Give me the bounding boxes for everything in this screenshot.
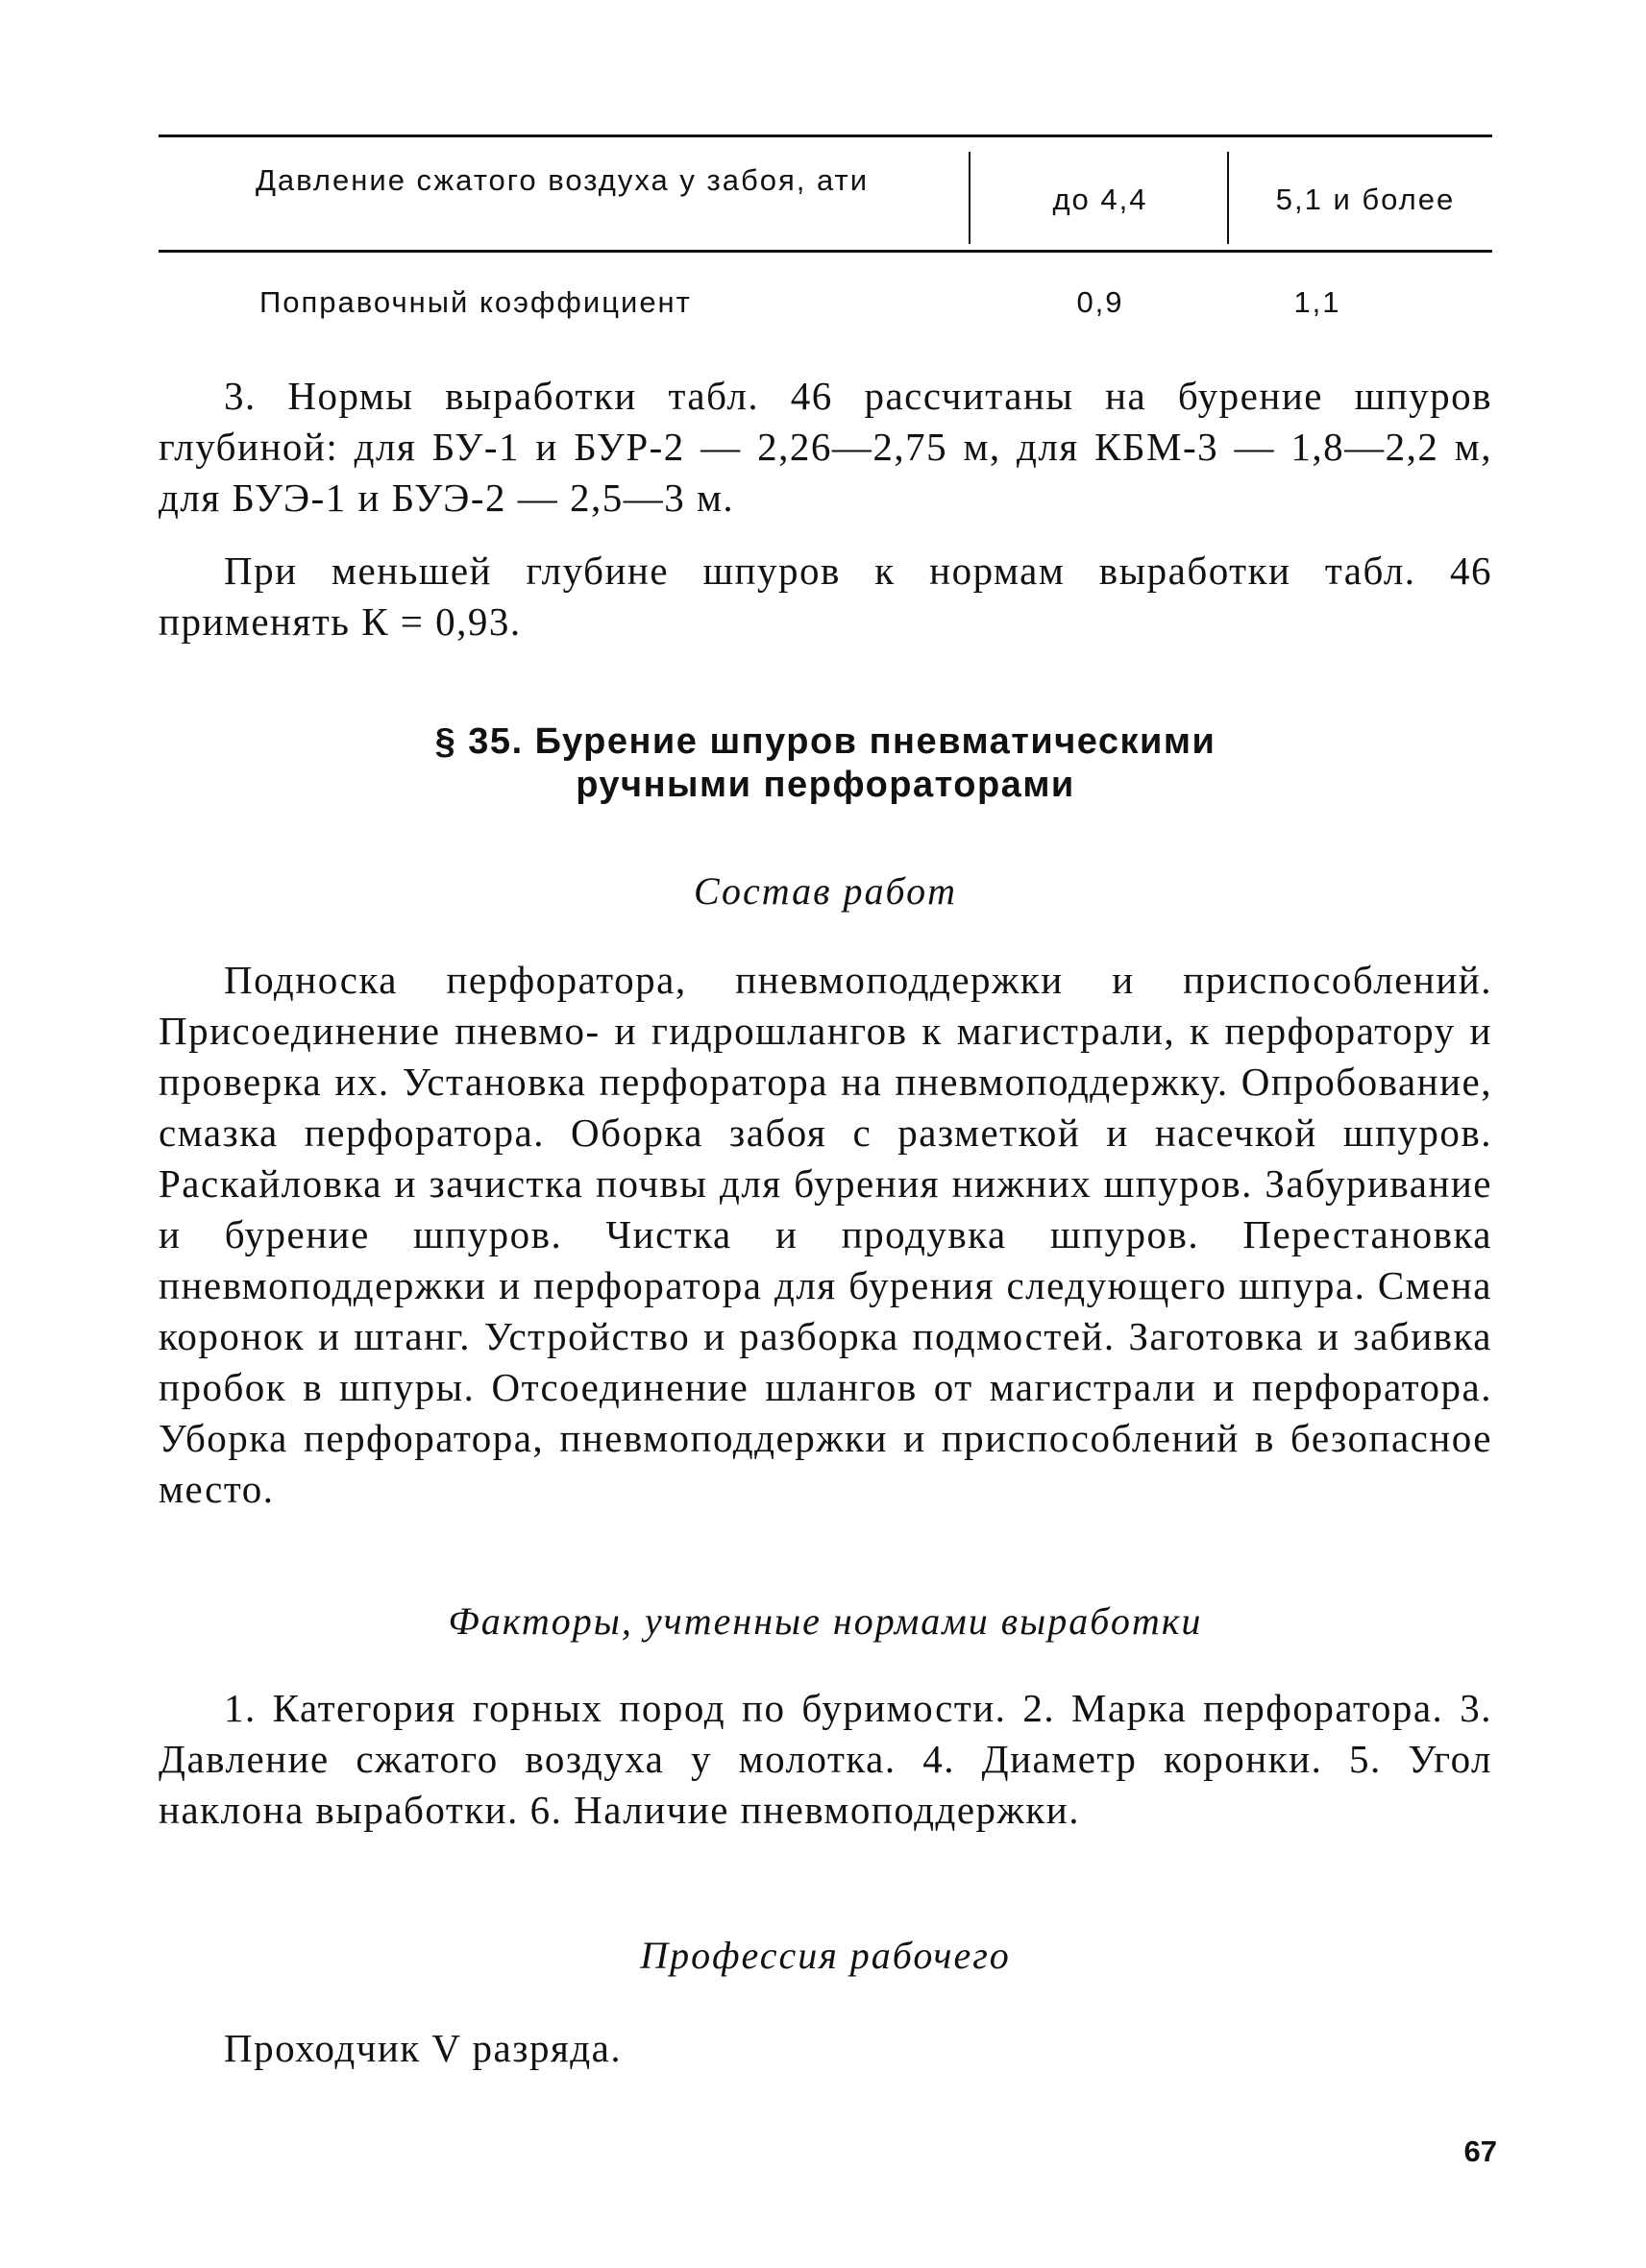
work-composition-heading: Состав работ bbox=[694, 869, 957, 913]
table-header-col2: 5,1 и более bbox=[1275, 183, 1456, 216]
table-header-col1: до 4,4 bbox=[1052, 183, 1148, 216]
factors-paragraph: 1. Категория горных пород по буримости. 2. Марка перфоратора. 3. Давление сжатого воздуха у молотка. 4. Диаметр коронки. 5. Угол наклона выработки. 6. Наличие пневмоподдержки. bbox=[159, 1686, 1492, 1832]
work-composition-paragraph: Подноска перфоратора, пневмоподдержки и приспособлений. Присоединение пневмо- и гидрошлангов к магистрали, к перфоратору и проверка их. Установка перфоратора на пневмоподдержку. Опробование, смазка перфоратора. Оборка забоя с разметкой и насечкой шпуров. Раскайловка и зачистка почвы для бурения нижних шпуров. Забуривание и бурение шпуров. Чистка и продувка шпуров. Перестановка пневмоподдержки и перфоратора для бурения следующего шпура. Смена коронок и штанг. Устройство и разборка подмостей. Заготовка и забивка пробок в шпуры. Отсоединение шлангов от магистрали и перфоратора. Уборка перфоратора, пневмоподдержки и приспособлений в безопасное место. bbox=[159, 958, 1492, 1511]
section-title bbox=[159, 720, 1492, 807]
section-title-line-1: § 35. Бурение шпуров пневматическими bbox=[434, 721, 1216, 762]
profession-heading: Профессия рабочего bbox=[640, 1934, 1011, 1977]
table-header-rule bbox=[159, 250, 1492, 253]
table-header-parameter: Давление сжатого воздуха у забоя, ати bbox=[255, 163, 870, 197]
profession-paragraph: Проходчик V разряда. bbox=[224, 2026, 623, 2070]
note-3-paragraph: 3. Нормы выработки табл. 46 рассчитаны на бурение шпуров глубиной: для БУ-1 и БУР-2 — 2,26—2,75 м, для КБМ-3 — 1,8—2,2 м, для БУЭ-1 и БУЭ-2 — 2,5—3 м. bbox=[159, 374, 1492, 520]
factors-heading: Факторы, учтенные нормами выработки bbox=[448, 1599, 1203, 1643]
table-row-label: Поправочный коэффициент bbox=[259, 285, 692, 319]
table-column-divider bbox=[1227, 152, 1229, 244]
table-column-divider bbox=[969, 152, 970, 244]
page-number: 67 bbox=[1463, 2134, 1497, 2168]
note-3-extra-paragraph: При меньшей глубине шпуров к нормам выработки табл. 46 применять К = 0,93. bbox=[159, 549, 1492, 644]
table-row-col2: 1,1 bbox=[1293, 285, 1341, 319]
table-top-rule bbox=[159, 134, 1492, 137]
table-row-col1: 0,9 bbox=[1076, 285, 1124, 319]
section-title-line-2: ручными перфораторами bbox=[576, 765, 1075, 805]
